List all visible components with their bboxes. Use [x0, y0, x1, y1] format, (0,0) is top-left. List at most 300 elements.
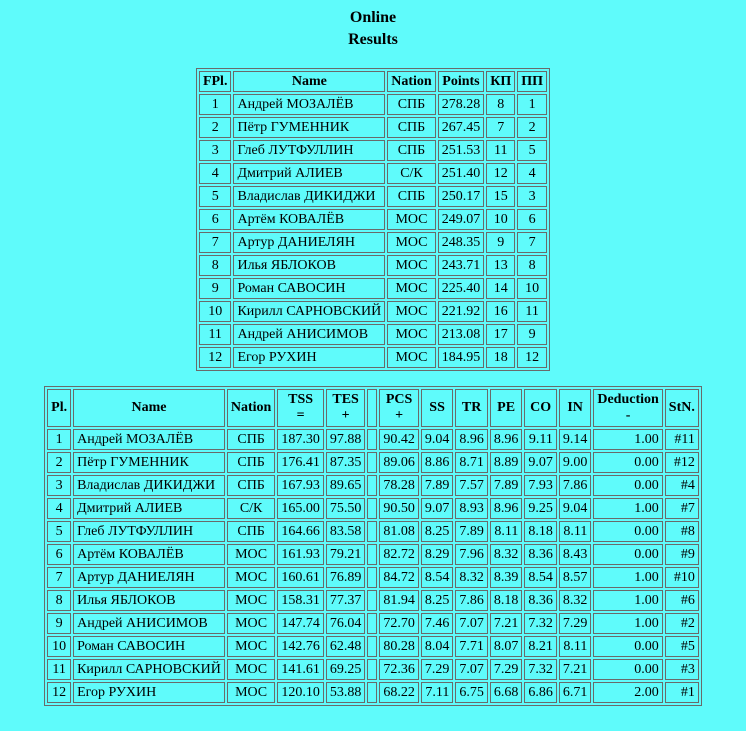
cell-tes: 53.88: [326, 682, 366, 703]
table-row: [199, 209, 547, 230]
cell-tes: 83.58: [326, 521, 366, 542]
cell-pp-place: 4: [517, 163, 547, 184]
header-start-number: [665, 389, 699, 427]
cell-ss: 7.29: [421, 659, 454, 680]
header-operator: -: [625, 408, 631, 423]
cell-place: 2: [47, 452, 71, 473]
cell-ss: 7.11: [421, 682, 454, 703]
header-co: [524, 389, 557, 427]
cell-co: 9.07: [524, 452, 557, 473]
cell-deduction: 1.00: [593, 613, 662, 634]
header-kp-place: КП: [486, 71, 515, 92]
cell-nation: МОС: [227, 544, 275, 565]
cell-ss: 8.86: [421, 452, 454, 473]
cell-pe: 8.89: [490, 452, 523, 473]
cell-nation: МОС: [387, 347, 435, 368]
header-name: [73, 389, 225, 427]
cell-tr: 7.71: [455, 636, 488, 657]
cell-pcs: 89.06: [379, 452, 419, 473]
cell-co: 8.36: [524, 544, 557, 565]
cell-place: 6: [47, 544, 71, 565]
cell-deduction: 1.00: [593, 498, 662, 519]
cell-in: 9.00: [559, 452, 592, 473]
cell-tss: 164.66: [277, 521, 324, 542]
cell-nation: МОС: [387, 324, 435, 345]
cell-name: Андрей АНИСИМОВ: [73, 613, 225, 634]
cell-tr: 7.07: [455, 659, 488, 680]
cell-kp-place: 15: [486, 186, 515, 207]
cell-deduction: 0.00: [593, 659, 662, 680]
table-row: [47, 567, 699, 588]
cell-start-number: #4: [665, 475, 699, 496]
cell-tr: 7.89: [455, 521, 488, 542]
header-pcs: [379, 389, 419, 427]
cell-kp-place: 12: [486, 163, 515, 184]
cell-deduction: 2.00: [593, 682, 662, 703]
cell-points: 251.40: [438, 163, 485, 184]
cell-co: 7.93: [524, 475, 557, 496]
cell-pcs: 81.08: [379, 521, 419, 542]
cell-co: 8.36: [524, 590, 557, 611]
cell-ss: 8.29: [421, 544, 454, 565]
cell-nation: МОС: [227, 659, 275, 680]
cell-tes: 79.21: [326, 544, 366, 565]
cell-tes: 62.48: [326, 636, 366, 657]
cell-nation: МОС: [387, 209, 435, 230]
cell-nation: СПБ: [387, 94, 435, 115]
cell-nation: СПБ: [227, 429, 275, 450]
cell-tss: 165.00: [277, 498, 324, 519]
cell-start-number: #7: [665, 498, 699, 519]
header-points: Points: [438, 71, 485, 92]
cell-pcs: 82.72: [379, 544, 419, 565]
cell-tr: 6.75: [455, 682, 488, 703]
cell-ss: 8.04: [421, 636, 454, 657]
cell-co: 8.18: [524, 521, 557, 542]
header-spacer: [367, 389, 377, 427]
cell-name: Пётр ГУМЕННИК: [233, 117, 385, 138]
cell-co: 8.54: [524, 567, 557, 588]
cell-nation: СПБ: [227, 521, 275, 542]
cell-points: 184.95: [438, 347, 485, 368]
cell-name: Андрей МОЗАЛЁВ: [73, 429, 225, 450]
table-row: [199, 163, 547, 184]
cell-tes: 76.04: [326, 613, 366, 634]
table-row: [199, 301, 547, 322]
header-label: SS: [429, 400, 445, 415]
cell-name: Дмитрий АЛИЕВ: [73, 498, 225, 519]
cell-tr: 7.86: [455, 590, 488, 611]
cell-rank: 6: [199, 209, 232, 230]
cell-place: 7: [47, 567, 71, 588]
cell-tss: 120.10: [277, 682, 324, 703]
cell-nation: МОС: [387, 278, 435, 299]
cell-pp-place: 5: [517, 140, 547, 161]
page-title: [0, 7, 746, 51]
cell-rank: 10: [199, 301, 232, 322]
header-label: Deduction: [597, 392, 659, 407]
cell-pp-place: 2: [517, 117, 547, 138]
header-label: TR: [461, 400, 482, 415]
cell-pp-place: 10: [517, 278, 547, 299]
cell-spacer: [367, 475, 377, 496]
cell-tss: 176.41: [277, 452, 324, 473]
cell-kp-place: 16: [486, 301, 515, 322]
cell-points: 251.53: [438, 140, 485, 161]
header-place: [47, 389, 71, 427]
cell-rank: 2: [199, 117, 232, 138]
cell-pe: 8.96: [490, 498, 523, 519]
cell-deduction: 1.00: [593, 590, 662, 611]
cell-spacer: [367, 613, 377, 634]
table-row: [47, 475, 699, 496]
cell-pcs: 72.70: [379, 613, 419, 634]
cell-nation: МОС: [227, 613, 275, 634]
cell-pe: 8.39: [490, 567, 523, 588]
cell-place: 5: [47, 521, 71, 542]
cell-start-number: #11: [665, 429, 699, 450]
header-name: Name: [233, 71, 385, 92]
cell-spacer: [367, 636, 377, 657]
cell-pe: 7.29: [490, 659, 523, 680]
cell-tr: 8.93: [455, 498, 488, 519]
table-row: [199, 324, 547, 345]
cell-in: 7.21: [559, 659, 592, 680]
cell-name: Артур ДАНИЕЛЯН: [73, 567, 225, 588]
header-rank: FPl.: [199, 71, 232, 92]
header-label: Pl.: [51, 400, 68, 415]
table-row: [47, 636, 699, 657]
header-pp-place: ПП: [517, 71, 547, 92]
header-deduction: [593, 389, 662, 427]
cell-nation: СПБ: [387, 117, 435, 138]
cell-name: Владислав ДИКИДЖИ: [233, 186, 385, 207]
cell-start-number: #3: [665, 659, 699, 680]
cell-rank: 5: [199, 186, 232, 207]
cell-co: 7.32: [524, 613, 557, 634]
cell-name: Роман САВОСИН: [73, 636, 225, 657]
cell-nation: СПБ: [387, 140, 435, 161]
cell-pcs: 72.36: [379, 659, 419, 680]
cell-nation: СПБ: [227, 475, 275, 496]
cell-place: 3: [47, 475, 71, 496]
table-row: [199, 232, 547, 253]
cell-pp-place: 7: [517, 232, 547, 253]
cell-tr: 8.32: [455, 567, 488, 588]
cell-tr: 8.71: [455, 452, 488, 473]
cell-nation: МОС: [387, 301, 435, 322]
cell-points: 225.40: [438, 278, 485, 299]
cell-name: Егор РУХИН: [233, 347, 385, 368]
cell-tr: 8.96: [455, 429, 488, 450]
cell-tss: 187.30: [277, 429, 324, 450]
cell-rank: 8: [199, 255, 232, 276]
cell-pe: 8.18: [490, 590, 523, 611]
header-nation: [227, 389, 275, 427]
cell-tes: 77.37: [326, 590, 366, 611]
cell-name: Кирилл САРНОВСКИЙ: [73, 659, 225, 680]
cell-in: 8.57: [559, 567, 592, 588]
cell-pe: 7.21: [490, 613, 523, 634]
cell-spacer: [367, 590, 377, 611]
cell-spacer: [367, 521, 377, 542]
header-label: Name: [131, 400, 167, 415]
cell-pp-place: 8: [517, 255, 547, 276]
cell-start-number: #2: [665, 613, 699, 634]
table-row: [47, 429, 699, 450]
header-nation: Nation: [387, 71, 435, 92]
cell-pe: 8.07: [490, 636, 523, 657]
cell-name: Глеб ЛУТФУЛЛИН: [233, 140, 385, 161]
cell-pcs: 78.28: [379, 475, 419, 496]
free-skating-results-table: [44, 386, 702, 706]
cell-spacer: [367, 544, 377, 565]
header-tss: [277, 389, 324, 427]
cell-kp-place: 13: [486, 255, 515, 276]
cell-name: Андрей АНИСИМОВ: [233, 324, 385, 345]
table-row: [199, 140, 547, 161]
cell-start-number: #9: [665, 544, 699, 565]
cell-deduction: 0.00: [593, 544, 662, 565]
cell-rank: 9: [199, 278, 232, 299]
cell-name: Андрей МОЗАЛЁВ: [233, 94, 385, 115]
cell-name: Артур ДАНИЕЛЯН: [233, 232, 385, 253]
cell-pcs: 80.28: [379, 636, 419, 657]
cell-rank: 7: [199, 232, 232, 253]
cell-pp-place: 3: [517, 186, 547, 207]
cell-nation: МОС: [227, 567, 275, 588]
table-row: [199, 347, 547, 368]
cell-deduction: 1.00: [593, 429, 662, 450]
header-label: PCS: [385, 392, 413, 407]
cell-tr: 7.96: [455, 544, 488, 565]
cell-tes: 76.89: [326, 567, 366, 588]
header-ss: [421, 389, 454, 427]
cell-pp-place: 6: [517, 209, 547, 230]
cell-nation: С/К: [387, 163, 435, 184]
cell-rank: 4: [199, 163, 232, 184]
cell-nation: МОС: [227, 682, 275, 703]
cell-kp-place: 11: [486, 140, 515, 161]
table-row: [47, 521, 699, 542]
cell-points: 221.92: [438, 301, 485, 322]
cell-name: Дмитрий АЛИЕВ: [233, 163, 385, 184]
cell-nation: МОС: [387, 232, 435, 253]
cell-place: 1: [47, 429, 71, 450]
cell-rank: 12: [199, 347, 232, 368]
table-row: [47, 682, 699, 703]
cell-pp-place: 12: [517, 347, 547, 368]
table-row: [47, 590, 699, 611]
table-row: [199, 117, 547, 138]
cell-kp-place: 10: [486, 209, 515, 230]
cell-in: 7.29: [559, 613, 592, 634]
table-row: [47, 544, 699, 565]
cell-name: Владислав ДИКИДЖИ: [73, 475, 225, 496]
cell-name: Глеб ЛУТФУЛЛИН: [73, 521, 225, 542]
cell-spacer: [367, 682, 377, 703]
cell-ss: 9.04: [421, 429, 454, 450]
cell-nation: С/К: [227, 498, 275, 519]
cell-points: 267.45: [438, 117, 485, 138]
final-standings-table: [196, 68, 550, 371]
cell-spacer: [367, 452, 377, 473]
cell-place: 12: [47, 682, 71, 703]
header-pe: [490, 389, 523, 427]
cell-points: 213.08: [438, 324, 485, 345]
cell-rank: 3: [199, 140, 232, 161]
cell-start-number: #5: [665, 636, 699, 657]
cell-place: 8: [47, 590, 71, 611]
cell-points: 249.07: [438, 209, 485, 230]
cell-co: 9.11: [524, 429, 557, 450]
cell-kp-place: 8: [486, 94, 515, 115]
cell-pp-place: 1: [517, 94, 547, 115]
cell-ss: 7.46: [421, 613, 454, 634]
cell-name: Егор РУХИН: [73, 682, 225, 703]
title-online: Online: [349, 9, 397, 26]
cell-in: 7.86: [559, 475, 592, 496]
cell-rank: 11: [199, 324, 232, 345]
header-operator: =: [296, 408, 305, 423]
cell-pcs: 84.72: [379, 567, 419, 588]
cell-place: 11: [47, 659, 71, 680]
header-tr: [455, 389, 488, 427]
cell-tss: 167.93: [277, 475, 324, 496]
cell-name: Илья ЯБЛОКОВ: [73, 590, 225, 611]
cell-points: 243.71: [438, 255, 485, 276]
cell-ss: 8.25: [421, 521, 454, 542]
cell-in: 8.11: [559, 636, 592, 657]
header-label: CO: [530, 400, 552, 415]
cell-name: Пётр ГУМЕННИК: [73, 452, 225, 473]
cell-tss: 161.93: [277, 544, 324, 565]
cell-nation: МОС: [227, 636, 275, 657]
cell-in: 6.71: [559, 682, 592, 703]
header-tes: [326, 389, 366, 427]
table-row: [199, 186, 547, 207]
cell-nation: СПБ: [387, 186, 435, 207]
cell-start-number: #8: [665, 521, 699, 542]
cell-pe: 8.11: [490, 521, 523, 542]
cell-co: 6.86: [524, 682, 557, 703]
table-row: [199, 94, 547, 115]
cell-kp-place: 7: [486, 117, 515, 138]
table-row: [47, 452, 699, 473]
table-row: [47, 659, 699, 680]
cell-place: 9: [47, 613, 71, 634]
cell-tss: 158.31: [277, 590, 324, 611]
cell-tes: 69.25: [326, 659, 366, 680]
cell-start-number: #1: [665, 682, 699, 703]
header-operator: +: [341, 408, 350, 423]
table-row: [199, 278, 547, 299]
cell-deduction: 0.00: [593, 521, 662, 542]
cell-tss: 147.74: [277, 613, 324, 634]
cell-pcs: 90.42: [379, 429, 419, 450]
cell-ss: 8.25: [421, 590, 454, 611]
cell-pe: 8.32: [490, 544, 523, 565]
cell-deduction: 0.00: [593, 475, 662, 496]
cell-tes: 87.35: [326, 452, 366, 473]
cell-pp-place: 9: [517, 324, 547, 345]
cell-spacer: [367, 567, 377, 588]
cell-tes: 97.88: [326, 429, 366, 450]
cell-spacer: [367, 659, 377, 680]
cell-co: 7.32: [524, 659, 557, 680]
cell-tss: 142.76: [277, 636, 324, 657]
cell-deduction: 0.00: [593, 636, 662, 657]
cell-points: 250.17: [438, 186, 485, 207]
cell-name: Роман САВОСИН: [233, 278, 385, 299]
cell-ss: 8.54: [421, 567, 454, 588]
cell-points: 278.28: [438, 94, 485, 115]
cell-tes: 89.65: [326, 475, 366, 496]
cell-name: Артём КОВАЛЁВ: [73, 544, 225, 565]
cell-in: 8.43: [559, 544, 592, 565]
cell-start-number: #10: [665, 567, 699, 588]
cell-pp-place: 11: [517, 301, 547, 322]
cell-pcs: 68.22: [379, 682, 419, 703]
header-label: Nation: [230, 400, 272, 415]
cell-kp-place: 9: [486, 232, 515, 253]
cell-tr: 7.07: [455, 613, 488, 634]
header-label: IN: [567, 400, 583, 415]
cell-tes: 75.50: [326, 498, 366, 519]
table-row: [199, 255, 547, 276]
header-label: TES: [332, 392, 359, 407]
table-row: [47, 498, 699, 519]
cell-kp-place: 18: [486, 347, 515, 368]
header-operator: +: [395, 408, 404, 423]
cell-tss: 160.61: [277, 567, 324, 588]
cell-name: Артём КОВАЛЁВ: [233, 209, 385, 230]
cell-nation: МОС: [387, 255, 435, 276]
cell-place: 10: [47, 636, 71, 657]
cell-place: 4: [47, 498, 71, 519]
table-row: [47, 613, 699, 634]
cell-pe: 8.96: [490, 429, 523, 450]
cell-pcs: 81.94: [379, 590, 419, 611]
cell-spacer: [367, 498, 377, 519]
title-results: Results: [348, 31, 398, 48]
cell-pcs: 90.50: [379, 498, 419, 519]
cell-rank: 1: [199, 94, 232, 115]
cell-nation: МОС: [227, 590, 275, 611]
cell-name: Илья ЯБЛОКОВ: [233, 255, 385, 276]
cell-tr: 7.57: [455, 475, 488, 496]
cell-kp-place: 14: [486, 278, 515, 299]
cell-start-number: #12: [665, 452, 699, 473]
cell-deduction: 0.00: [593, 452, 662, 473]
cell-in: 9.14: [559, 429, 592, 450]
cell-start-number: #6: [665, 590, 699, 611]
cell-pe: 7.89: [490, 475, 523, 496]
cell-co: 8.21: [524, 636, 557, 657]
cell-in: 8.32: [559, 590, 592, 611]
cell-in: 9.04: [559, 498, 592, 519]
header-label: PE: [497, 400, 516, 415]
header-label: TSS: [288, 392, 314, 407]
cell-pe: 6.68: [490, 682, 523, 703]
cell-in: 8.11: [559, 521, 592, 542]
header-label: StN.: [668, 400, 695, 415]
cell-kp-place: 17: [486, 324, 515, 345]
cell-ss: 7.89: [421, 475, 454, 496]
cell-co: 9.25: [524, 498, 557, 519]
header-in: [559, 389, 592, 427]
cell-ss: 9.07: [421, 498, 454, 519]
